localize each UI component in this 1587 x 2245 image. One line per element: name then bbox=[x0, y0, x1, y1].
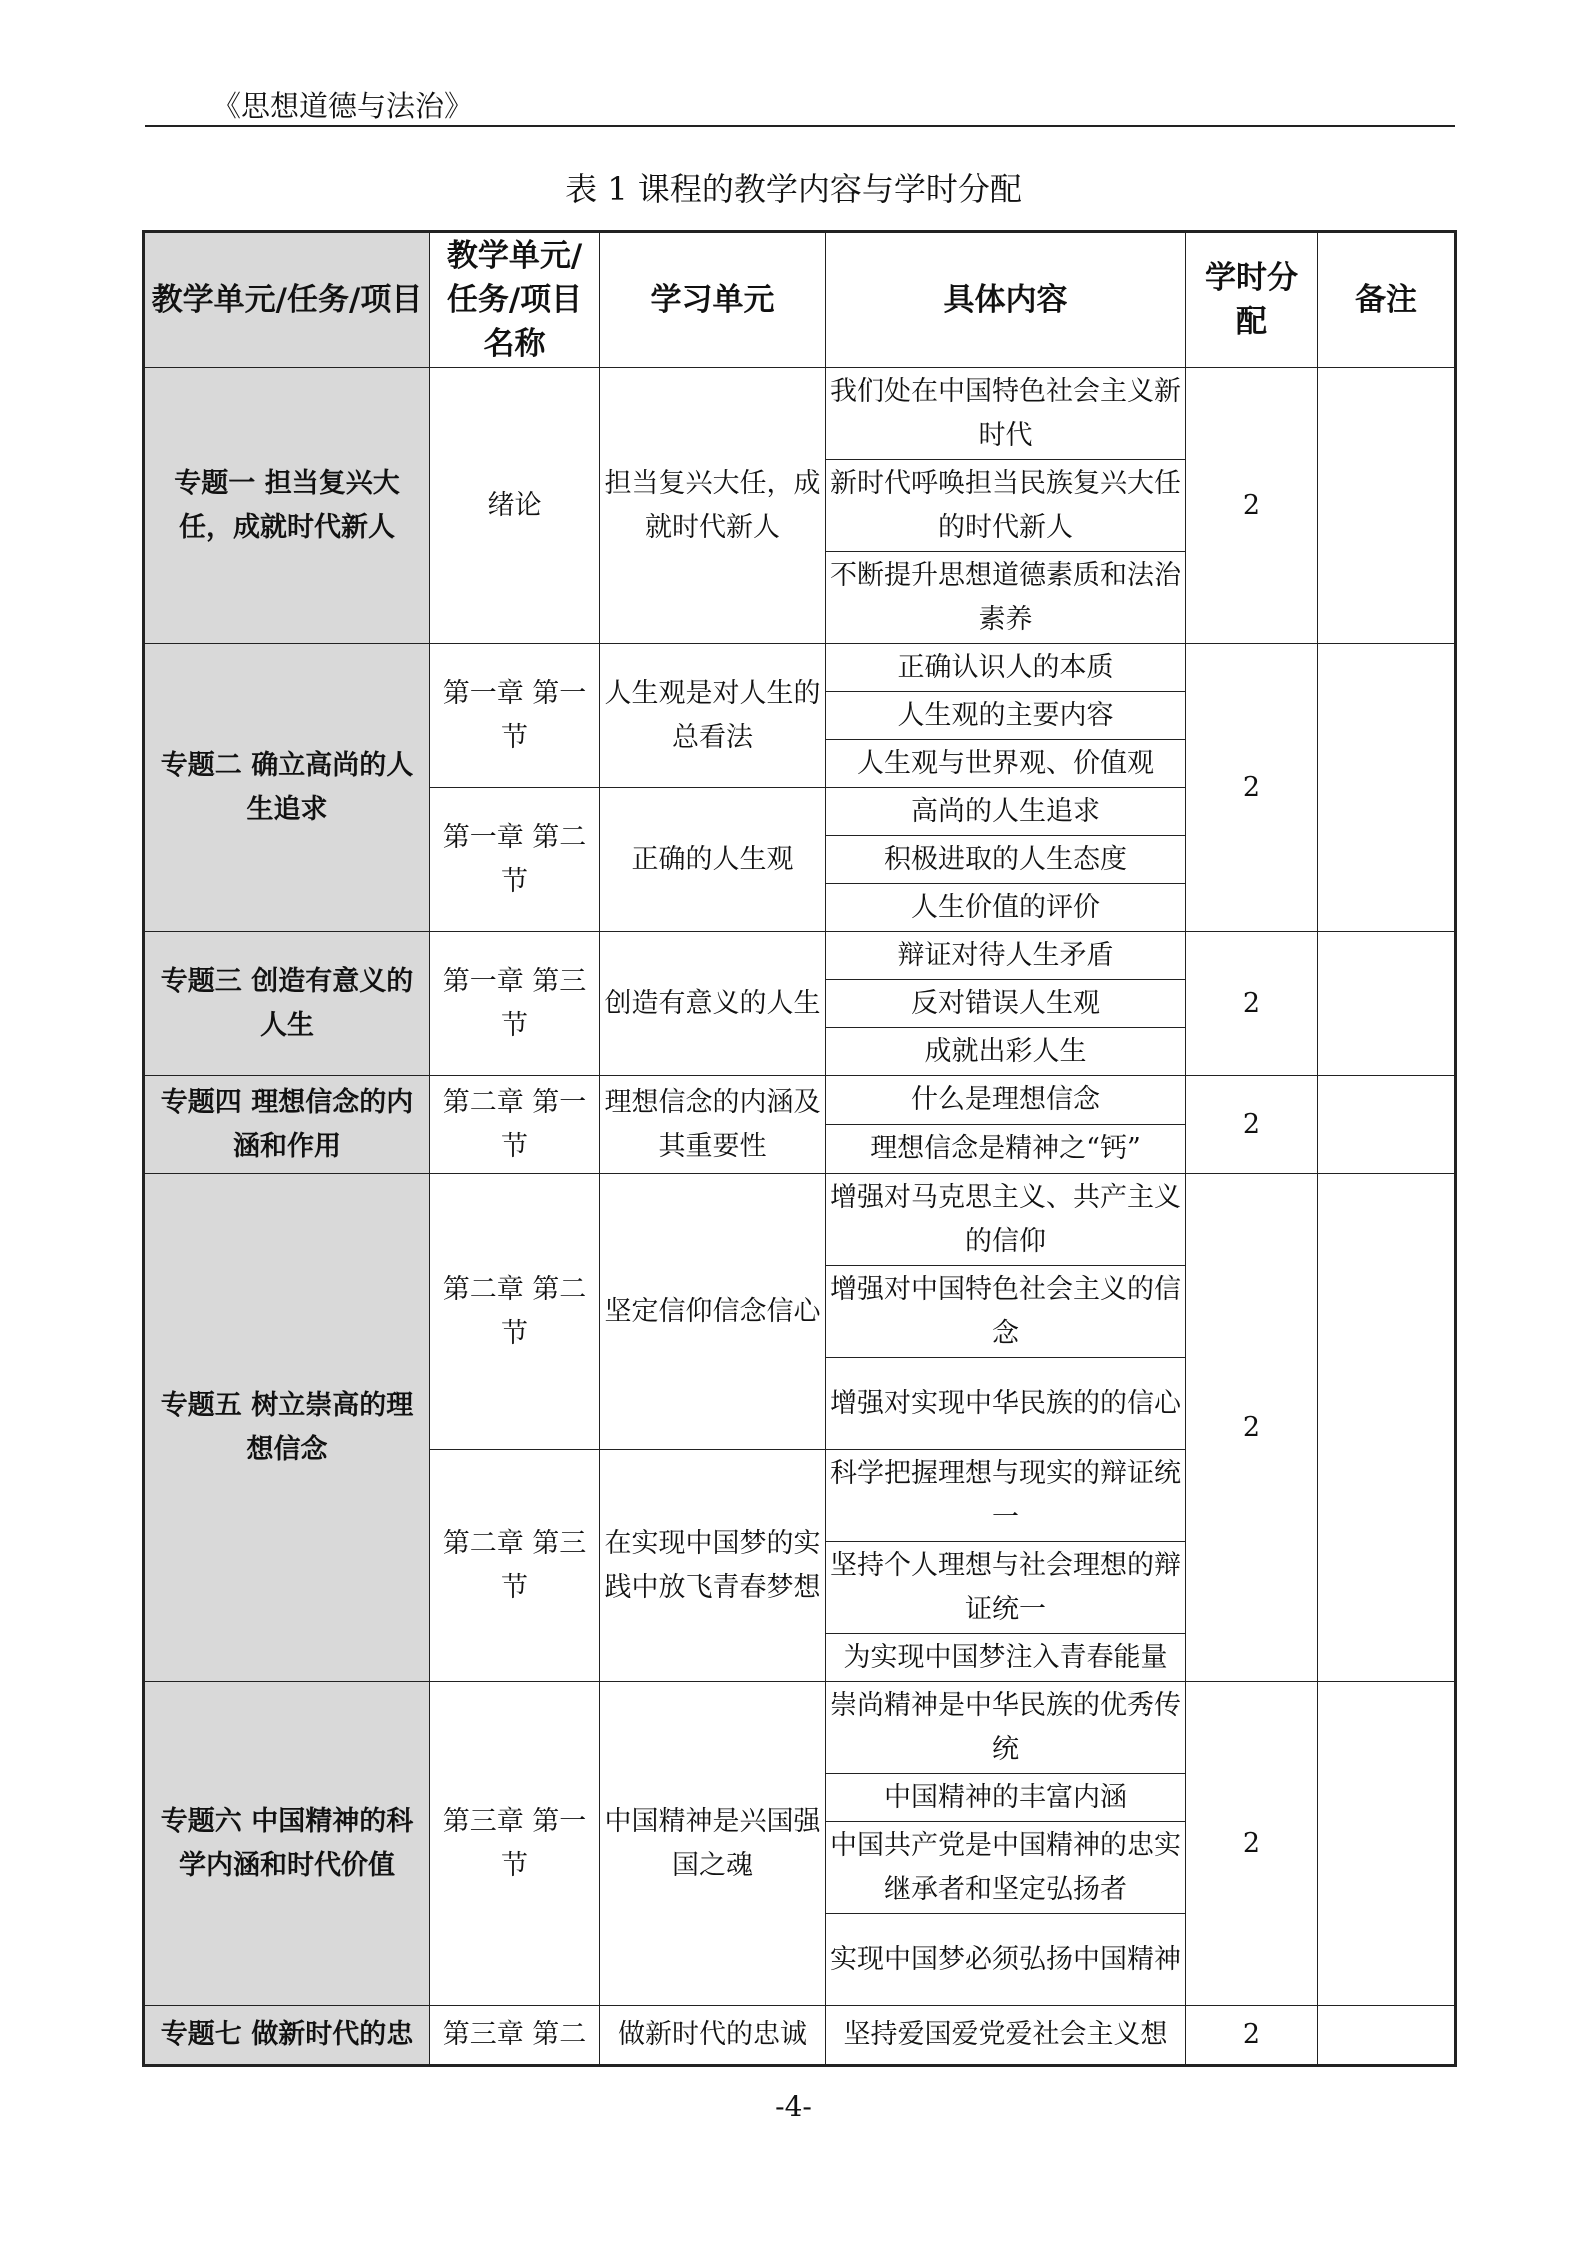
unit-name-cell: 第二章 第二节 bbox=[430, 1174, 600, 1450]
learning-unit-cell: 做新时代的忠诚 bbox=[600, 2006, 826, 2066]
remarks-cell bbox=[1318, 1076, 1456, 1174]
remarks-cell bbox=[1318, 932, 1456, 1076]
header-remarks: 备注 bbox=[1318, 232, 1456, 368]
table-row bbox=[144, 368, 1456, 460]
unit-name-cell: 第三章 第一节 bbox=[430, 1682, 600, 2006]
unit-name-cell: 第二章 第一节 bbox=[430, 1076, 600, 1174]
content-cell: 中国精神的丰富内涵 bbox=[826, 1774, 1186, 1822]
hours-cell: 2 bbox=[1186, 2006, 1318, 2066]
content-cell: 崇尚精神是中华民族的优秀传统 bbox=[826, 1682, 1186, 1774]
topic-cell: 专题二 确立高尚的人生追求 bbox=[144, 644, 430, 932]
learning-unit-cell: 担当复兴大任，成就时代新人 bbox=[600, 368, 826, 644]
header-teaching-unit: 教学单元/任务/项目 bbox=[144, 232, 430, 368]
learning-unit-cell: 坚定信仰信念信心 bbox=[600, 1174, 826, 1450]
remarks-cell bbox=[1318, 2006, 1456, 2066]
learning-unit-cell: 理想信念的内涵及其重要性 bbox=[600, 1076, 826, 1174]
content-cell: 人生价值的评价 bbox=[826, 884, 1186, 932]
table-row bbox=[144, 644, 1456, 692]
content-cell: 增强对中国特色社会主义的信念 bbox=[826, 1266, 1186, 1358]
content-cell: 坚持爱国爱党爱社会主义想 bbox=[826, 2006, 1186, 2066]
learning-unit-cell: 人生观是对人生的总看法 bbox=[600, 644, 826, 788]
learning-unit-cell: 正确的人生观 bbox=[600, 788, 826, 932]
learning-unit-cell: 创造有意义的人生 bbox=[600, 932, 826, 1076]
table-caption: 表 1 课程的教学内容与学时分配 bbox=[565, 170, 1022, 208]
table-row bbox=[144, 1174, 1456, 1266]
learning-unit-cell: 中国精神是兴国强国之魂 bbox=[600, 1682, 826, 2006]
topic-cell: 专题六 中国精神的科学内涵和时代价值 bbox=[144, 1682, 430, 2006]
course-content-table bbox=[142, 230, 1457, 2067]
content-cell: 人生观与世界观、价值观 bbox=[826, 740, 1186, 788]
remarks-cell bbox=[1318, 1682, 1456, 2006]
remarks-cell bbox=[1318, 1174, 1456, 1682]
unit-name-cell: 绪论 bbox=[430, 368, 600, 644]
content-cell: 正确认识人的本质 bbox=[826, 644, 1186, 692]
content-cell: 新时代呼唤担当民族复兴大任的时代新人 bbox=[826, 460, 1186, 552]
page-number: -4- bbox=[775, 2090, 812, 2123]
content-cell: 不断提升思想道德素质和法治素养 bbox=[826, 552, 1186, 644]
unit-name-cell: 第三章 第二 bbox=[430, 2006, 600, 2066]
content-cell: 坚持个人理想与社会理想的辩证统一 bbox=[826, 1542, 1186, 1634]
content-cell: 实现中国梦必须弘扬中国精神 bbox=[826, 1914, 1186, 2006]
hours-cell: 2 bbox=[1186, 1174, 1318, 1682]
topic-cell: 专题一 担当复兴大任，成就时代新人 bbox=[144, 368, 430, 644]
content-cell: 人生观的主要内容 bbox=[826, 692, 1186, 740]
hours-cell: 2 bbox=[1186, 644, 1318, 932]
header-hours: 学时分配 bbox=[1186, 232, 1318, 368]
content-cell: 科学把握理想与现实的辩证统一 bbox=[826, 1450, 1186, 1542]
topic-cell: 专题四 理想信念的内涵和作用 bbox=[144, 1076, 430, 1174]
content-cell: 高尚的人生追求 bbox=[826, 788, 1186, 836]
unit-name-cell: 第一章 第三节 bbox=[430, 932, 600, 1076]
content-cell: 积极进取的人生态度 bbox=[826, 836, 1186, 884]
topic-cell: 专题三 创造有意义的人生 bbox=[144, 932, 430, 1076]
header-divider bbox=[145, 125, 1455, 127]
header-unit-name: 教学单元/任务/项目名称 bbox=[430, 232, 600, 368]
topic-cell: 专题五 树立崇高的理想信念 bbox=[144, 1174, 430, 1682]
hours-cell: 2 bbox=[1186, 1682, 1318, 2006]
content-cell: 辩证对待人生矛盾 bbox=[826, 932, 1186, 980]
learning-unit-cell: 在实现中国梦的实践中放飞青春梦想 bbox=[600, 1450, 826, 1682]
unit-name-cell: 第二章 第三节 bbox=[430, 1450, 600, 1682]
table-row bbox=[144, 1076, 1456, 1125]
content-cell: 我们处在中国特色社会主义新时代 bbox=[826, 368, 1186, 460]
content-cell: 理想信念是精神之“钙” bbox=[826, 1125, 1186, 1174]
table-row bbox=[144, 1682, 1456, 1774]
content-cell: 反对错误人生观 bbox=[826, 980, 1186, 1028]
hours-cell: 2 bbox=[1186, 368, 1318, 644]
content-cell: 什么是理想信念 bbox=[826, 1076, 1186, 1125]
table-header-row bbox=[144, 232, 1456, 368]
unit-name-cell: 第一章 第一节 bbox=[430, 644, 600, 788]
remarks-cell bbox=[1318, 644, 1456, 932]
content-cell: 中国共产党是中国精神的忠实继承者和坚定弘扬者 bbox=[826, 1822, 1186, 1914]
topic-cell: 专题七 做新时代的忠 bbox=[144, 2006, 430, 2066]
document-header-title: 《思想道德与法治》 bbox=[212, 89, 474, 123]
hours-cell: 2 bbox=[1186, 1076, 1318, 1174]
header-content: 具体内容 bbox=[826, 232, 1186, 368]
unit-name-cell: 第一章 第二节 bbox=[430, 788, 600, 932]
content-cell: 成就出彩人生 bbox=[826, 1028, 1186, 1076]
hours-cell: 2 bbox=[1186, 932, 1318, 1076]
content-cell: 增强对马克思主义、共产主义的信仰 bbox=[826, 1174, 1186, 1266]
table-row bbox=[144, 2006, 1456, 2066]
header-learning-unit: 学习单元 bbox=[600, 232, 826, 368]
remarks-cell bbox=[1318, 368, 1456, 644]
content-cell: 为实现中国梦注入青春能量 bbox=[826, 1634, 1186, 1682]
table-row bbox=[144, 932, 1456, 980]
content-cell: 增强对实现中华民族的的信心 bbox=[826, 1358, 1186, 1450]
